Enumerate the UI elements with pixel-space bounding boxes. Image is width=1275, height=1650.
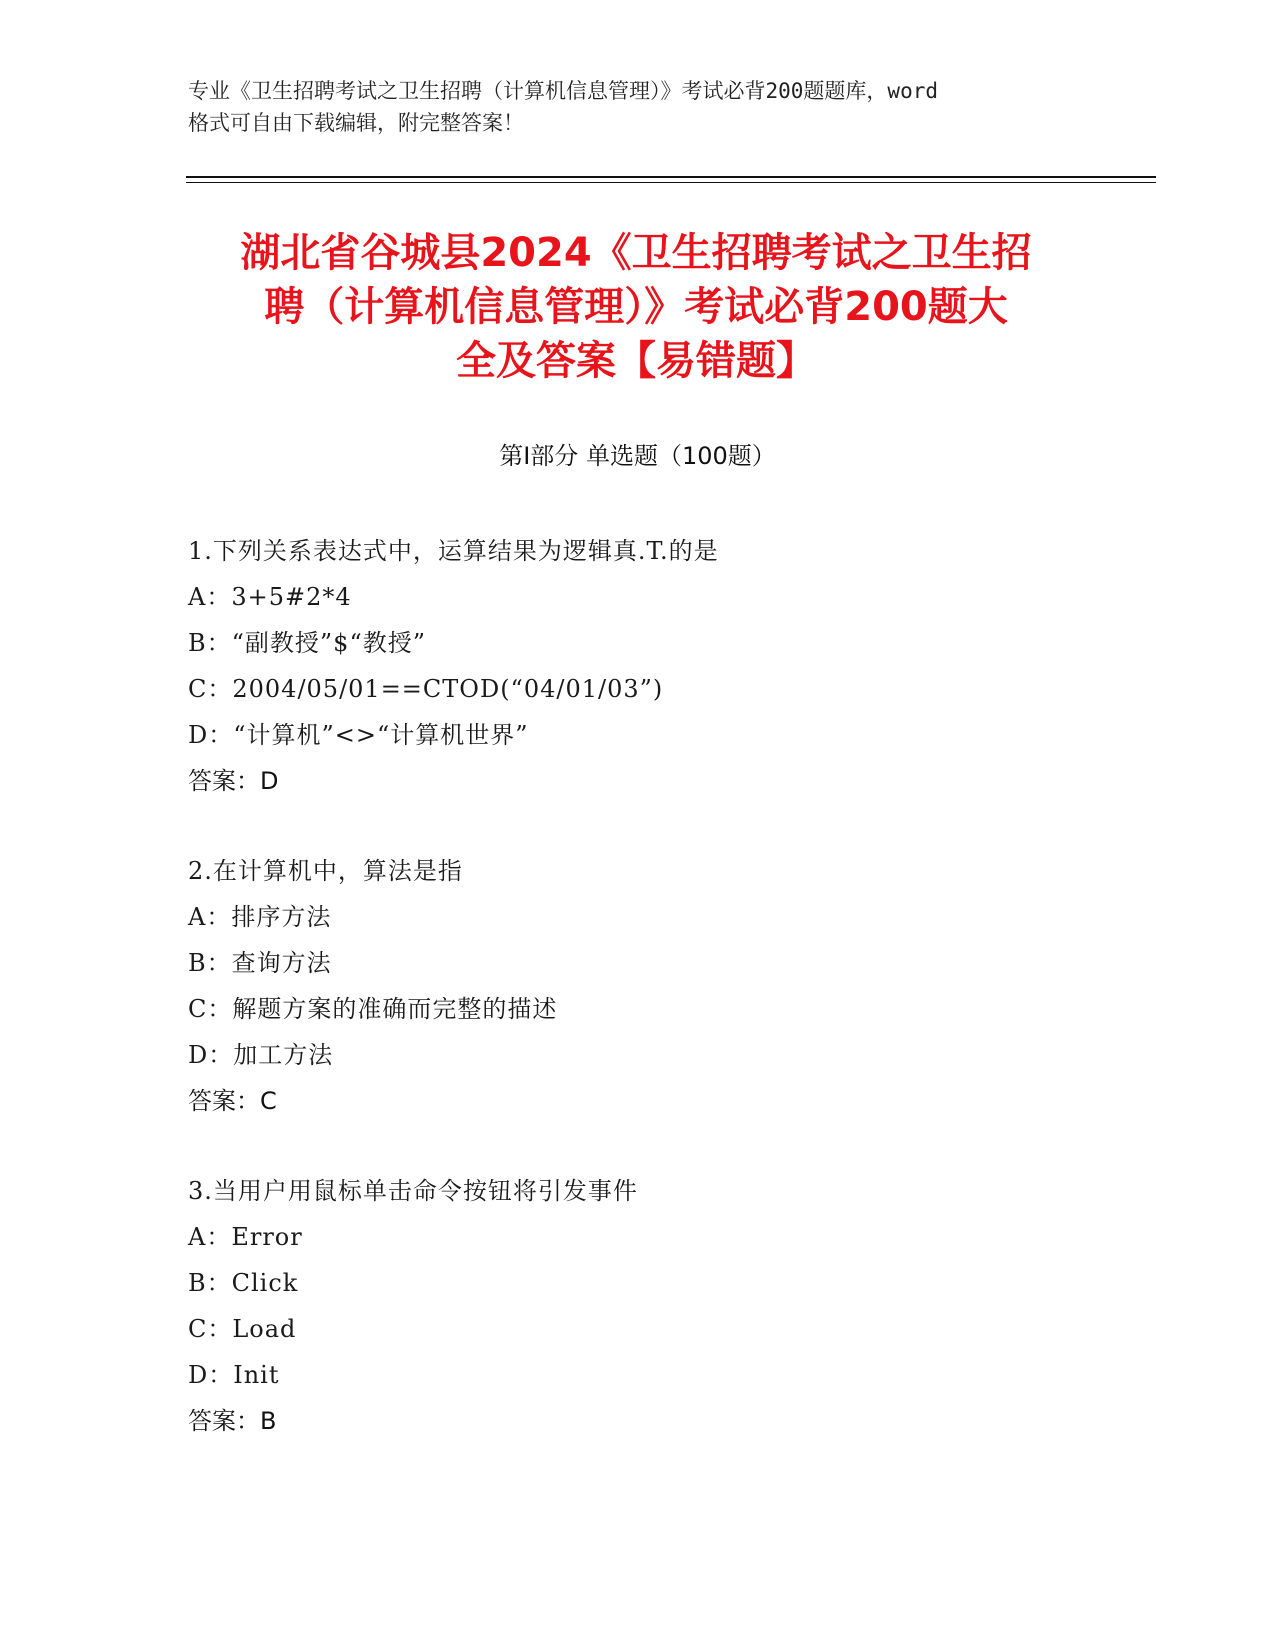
document-title-line-2: 聘（计算机信息管理）》考试必背200题大 bbox=[264, 284, 1008, 330]
question-stem: 2.在计算机中，算法是指 bbox=[188, 857, 463, 885]
document-title-line-3: 全及答案【易错题】 bbox=[456, 338, 816, 384]
option-a: A：3+5#2*4 bbox=[188, 583, 352, 611]
document-title bbox=[186, 226, 1086, 388]
header-note bbox=[188, 75, 1088, 139]
option-c: C：解题方案的准确而完整的描述 bbox=[188, 995, 558, 1023]
option-b: B：查询方法 bbox=[188, 949, 332, 977]
option-a: A：排序方法 bbox=[188, 903, 332, 931]
question-list bbox=[188, 528, 1148, 1488]
answer: 答案：B bbox=[188, 1407, 277, 1435]
question-2 bbox=[188, 848, 1148, 1124]
option-b: B：“副教授”$“教授” bbox=[188, 629, 426, 657]
option-b: B：Click bbox=[188, 1269, 299, 1297]
option-d: D：“计算机”<>“计算机世界” bbox=[188, 721, 529, 749]
header-rule-thick bbox=[186, 176, 1156, 178]
question-stem: 3.当用户用鼠标单击命令按钮将引发事件 bbox=[188, 1177, 638, 1205]
header-note-line-2: 格式可自由下载编辑，附完整答案！ bbox=[188, 111, 524, 135]
question-3 bbox=[188, 1168, 1148, 1444]
question-stem: 1.下列关系表达式中，运算结果为逻辑真.T.的是 bbox=[188, 537, 719, 565]
option-c: C：Load bbox=[188, 1315, 297, 1343]
answer: 答案：D bbox=[188, 767, 279, 795]
option-d: D：加工方法 bbox=[188, 1041, 334, 1069]
question-1 bbox=[188, 528, 1148, 804]
header-note-line-1: 专业《卫生招聘考试之卫生招聘（计算机信息管理）》考试必背200题题库，word bbox=[188, 79, 938, 103]
option-a: A：Error bbox=[188, 1223, 303, 1251]
document-title-line-1: 湖北省谷城县2024《卫生招聘考试之卫生招 bbox=[240, 230, 1032, 276]
section-title: 第Ⅰ部分 单选题（100题） bbox=[499, 442, 776, 470]
answer: 答案：C bbox=[188, 1087, 277, 1115]
header-rule-thin bbox=[186, 182, 1156, 183]
option-c: C：2004/05/01==CTOD(“04/01/03”) bbox=[188, 675, 664, 703]
option-d: D：Init bbox=[188, 1361, 280, 1389]
